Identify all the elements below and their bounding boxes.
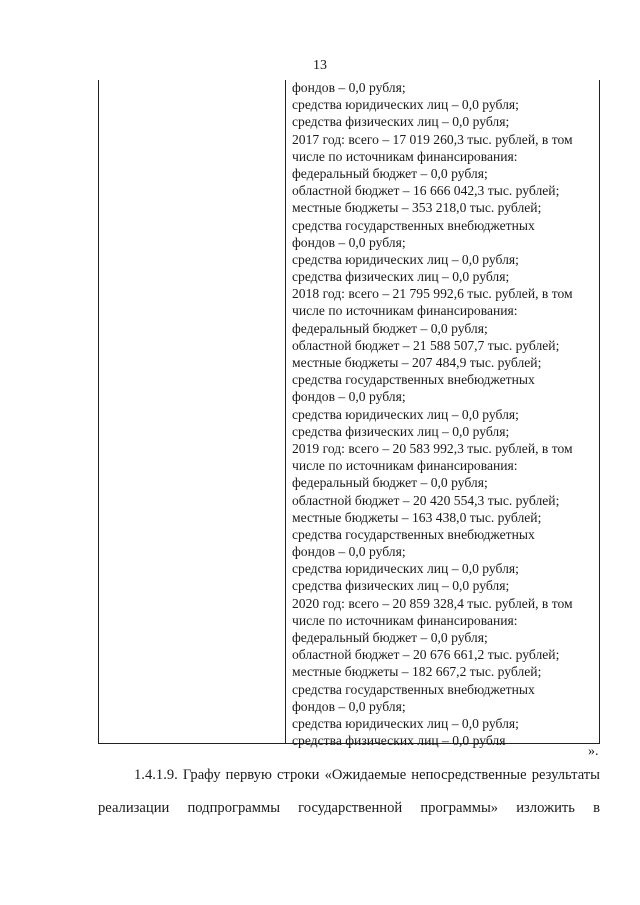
funding-line: числе по источникам финансирования: xyxy=(292,612,518,628)
funding-line: средства физических лиц – 0,0 рубля xyxy=(292,733,506,749)
funding-line: средства физических лиц – 0,0 рубля; xyxy=(292,269,510,285)
paragraph-line: реализации подпрограммы государственной программы» изложить в xyxy=(98,800,600,816)
page-number: 13 xyxy=(313,58,327,73)
funding-line: средства государственных внебюджетных xyxy=(292,372,535,388)
funding-line: средства государственных внебюджетных xyxy=(292,681,535,697)
funding-line: средства государственных внебюджетных xyxy=(292,526,535,542)
funding-line: 2019 год: всего – 20 583 992,3 тыс. рублей, в том xyxy=(292,440,573,456)
funding-line: фондов – 0,0 рубля; xyxy=(292,80,406,95)
funding-line: средства юридических лиц – 0,0 рубля; xyxy=(292,406,519,422)
funding-line: фондов – 0,0 рубля; xyxy=(292,389,406,405)
funding-line: 2017 год: всего – 17 019 260,3 тыс. рублей, в том xyxy=(292,131,573,147)
funding-line: местные бюджеты – 163 438,0 тыс. рублей; xyxy=(292,509,542,525)
funding-line: областной бюджет – 21 588 507,7 тыс. рублей; xyxy=(292,337,560,353)
funding-line: средства государственных внебюджетных xyxy=(292,217,535,233)
funding-line: средства юридических лиц – 0,0 рубля; xyxy=(292,561,519,577)
funding-line: федеральный бюджет – 0,0 рубля; xyxy=(292,475,488,491)
funding-line: федеральный бюджет – 0,0 рубля; xyxy=(292,630,488,645)
funding-line: числе по источникам финансирования: xyxy=(292,148,518,164)
funding-line: местные бюджеты – 207 484,9 тыс. рублей; xyxy=(292,355,542,370)
funding-line: областной бюджет – 20 420 554,3 тыс. рублей; xyxy=(292,492,560,508)
funding-line: числе по источникам финансирования: xyxy=(292,303,518,319)
funding-line: фондов – 0,0 рубля; xyxy=(292,234,406,250)
funding-line: числе по источникам финансирования: xyxy=(292,458,518,474)
funding-line: средства физических лиц – 0,0 рубля; xyxy=(292,423,510,439)
funding-line: местные бюджеты – 353 218,0 тыс. рублей; xyxy=(292,200,542,216)
funding-cell xyxy=(292,79,597,749)
closing-quote-mark: ». xyxy=(588,744,599,759)
funding-line: средства физических лиц – 0,0 рубля; xyxy=(292,578,510,594)
funding-line: 2018 год: всего – 21 795 992,6 тыс. рублей, в том xyxy=(292,286,573,302)
funding-line: средства юридических лиц – 0,0 рубля; xyxy=(292,251,519,267)
budget-table xyxy=(98,80,600,749)
funding-line: фондов – 0,0 рубля; xyxy=(292,544,406,560)
paragraph-line: 1.4.1.9. Графу первую строки «Ожидаемые непосредственные результаты xyxy=(134,767,600,783)
funding-line: средства юридических лиц – 0,0 рубля; xyxy=(292,97,519,113)
funding-line: областной бюджет – 16 666 042,3 тыс. рублей; xyxy=(292,183,560,199)
funding-line: областной бюджет – 20 676 661,2 тыс. рублей; xyxy=(292,647,560,663)
funding-line: фондов – 0,0 рубля; xyxy=(292,698,406,714)
funding-line: федеральный бюджет – 0,0 рубля; xyxy=(292,165,488,181)
funding-line: средства физических лиц – 0,0 рубля; xyxy=(292,114,510,130)
funding-line: федеральный бюджет – 0,0 рубля; xyxy=(292,320,488,336)
funding-line: средства юридических лиц – 0,0 рубля; xyxy=(292,715,519,731)
table-column-divider xyxy=(285,80,286,743)
funding-line: местные бюджеты – 182 667,2 тыс. рублей; xyxy=(292,664,542,680)
funding-line: 2020 год: всего – 20 859 328,4 тыс. рублей, в том xyxy=(292,595,573,611)
